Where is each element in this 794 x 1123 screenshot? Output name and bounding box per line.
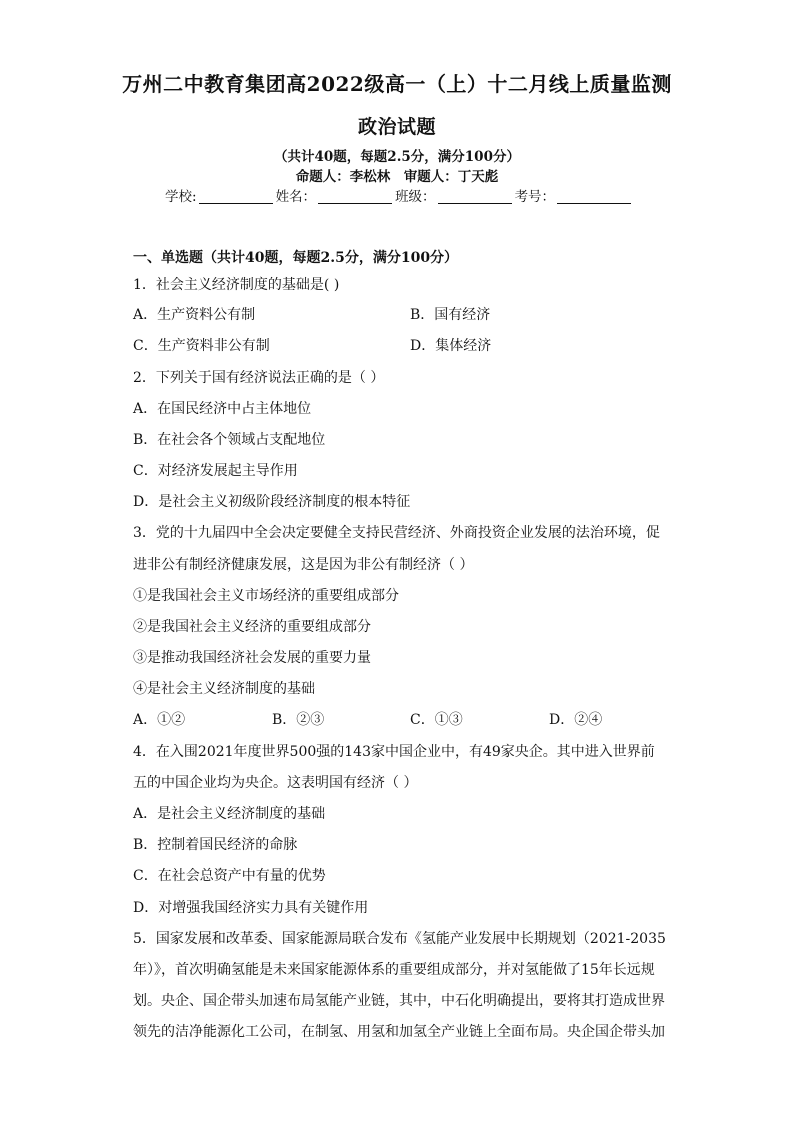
question-2-option-c[interactable]: C．对经济发展起主导作用 bbox=[133, 463, 298, 479]
question-5-stem-line-3: 划。央企、国企带头加速布局氢能产业链，其中，中石化明确提出，要将其打造成世界 bbox=[133, 993, 665, 1009]
question-5-stem-line-4: 领先的洁净能源化工公司，在制氢、用氢和加氢全产业链上全面布局。央企国企带头加 bbox=[133, 1024, 665, 1040]
question-1-stem: 1．社会主义经济制度的基础是( ) bbox=[133, 277, 340, 293]
question-1-option-b[interactable]: B．国有经济 bbox=[410, 307, 491, 323]
question-4-option-a[interactable]: A．是社会主义经济制度的基础 bbox=[133, 806, 326, 822]
exam-subject: 政治试题 bbox=[357, 116, 436, 138]
question-4-stem-line-1: 4．在入围2021年度世界500强的143家中国企业中，有49家央企。其中进入世界前 bbox=[133, 744, 655, 760]
question-3-option-b[interactable]: B．②③ bbox=[272, 712, 325, 728]
exam-title: 万州二中教育集团高2022级高一（上）十二月线上质量监测 bbox=[122, 72, 672, 96]
school-label: 学校: bbox=[165, 189, 197, 205]
question-3-option-a[interactable]: A．①② bbox=[133, 712, 186, 728]
question-3-statement-4: ④是社会主义经济制度的基础 bbox=[133, 681, 315, 697]
question-5-stem-line-2: 年）》，首次明确氢能是未来国家能源体系的重要组成部分，并对氢能做了15年长远规 bbox=[133, 962, 655, 978]
name-label: 姓名： bbox=[275, 189, 317, 205]
exam-authors: 命题人：李松林 审题人：丁天彪 bbox=[295, 169, 499, 185]
student-info-fields bbox=[165, 185, 634, 205]
question-3-stem-line-2: 进非公有制经济健康发展，这是因为非公有制经济（ ） bbox=[133, 557, 474, 573]
name-field[interactable] bbox=[318, 189, 392, 204]
question-2-option-d[interactable]: D．是社会主义初级阶段经济制度的根本特征 bbox=[133, 494, 411, 510]
question-4-option-b[interactable]: B．控制着国民经济的命脉 bbox=[133, 837, 298, 853]
question-1-option-a[interactable]: A．生产资料公有制 bbox=[133, 307, 256, 323]
question-1-option-c[interactable]: C．生产资料非公有制 bbox=[133, 338, 270, 354]
class-label: 班级： bbox=[395, 189, 436, 205]
question-2-option-b[interactable]: B．在社会各个领域占支配地位 bbox=[133, 432, 326, 448]
question-3-option-c[interactable]: C．①③ bbox=[410, 712, 463, 728]
section-heading: 一、单选题（共计40题，每题2.5分，满分100分） bbox=[133, 250, 459, 266]
question-5-stem-line-1: 5．国家发展和改革委、国家能源局联合发布《氢能产业发展中长期规划（2021-2035 bbox=[133, 931, 666, 947]
question-4-stem-line-2: 五的中国企业均为央企。这表明国有经济（ ） bbox=[133, 775, 418, 791]
question-3-option-d[interactable]: D．②④ bbox=[549, 712, 603, 728]
question-4-option-c[interactable]: C．在社会总资产中有量的优势 bbox=[133, 868, 326, 884]
class-field[interactable] bbox=[438, 189, 512, 204]
school-field[interactable] bbox=[199, 189, 273, 204]
question-4-option-d[interactable]: D．对增强我国经济实力具有关键作用 bbox=[133, 900, 369, 916]
exam-number-field[interactable] bbox=[557, 189, 631, 204]
question-3-statement-2: ②是我国社会主义经济的重要组成部分 bbox=[133, 619, 371, 635]
question-3-stem-line-1: 3．党的十九届四中全会决定要健全支持民营经济、外商投资企业发展的法治环境，促 bbox=[133, 525, 660, 541]
question-2-option-a[interactable]: A．在国民经济中占主体地位 bbox=[133, 401, 312, 417]
question-3-statement-1: ①是我国社会主义市场经济的重要组成部分 bbox=[133, 588, 399, 604]
exam-summary: （共计40题，每题2.5分，满分100分） bbox=[274, 149, 520, 165]
question-3-statement-3: ③是推动我国经济社会发展的重要力量 bbox=[133, 650, 371, 666]
question-2-stem: 2．下列关于国有经济说法正确的是（ ） bbox=[133, 370, 385, 386]
question-1-option-d[interactable]: D．集体经济 bbox=[410, 338, 492, 354]
exam-number-label: 考号： bbox=[514, 189, 556, 205]
